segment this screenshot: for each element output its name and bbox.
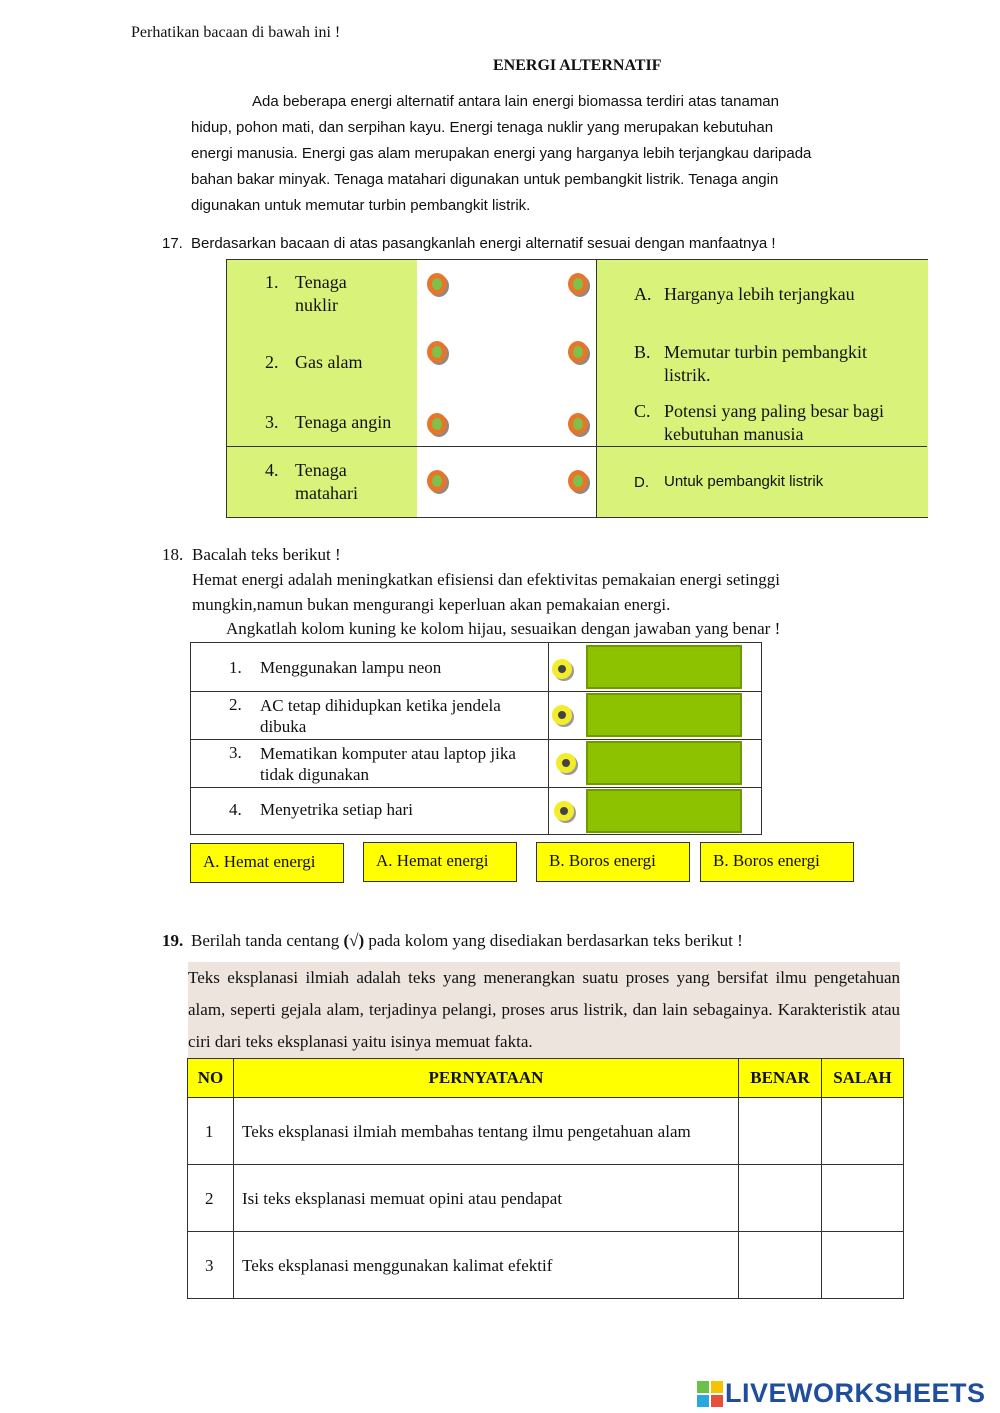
right-item-letter: C. — [634, 401, 651, 421]
row-text: Menyetrika setiap hari — [260, 800, 413, 819]
column-divider — [821, 1059, 822, 1298]
q17-question: Berdasarkan bacaan di atas pasangkanlah energi alternatif sesuai dengan manfaatnya ! — [191, 235, 776, 252]
drop-dot — [556, 753, 576, 773]
q18-instruction: Angkatlah kolom kuning ke kolom hijau, sesuaikan dengan jawaban yang benar ! — [226, 619, 781, 638]
left-item-nuklir: Tenaga nuklir — [295, 272, 347, 315]
right-item-c: Potensi yang paling besar bagi kebutuhan manusia — [664, 401, 884, 444]
row-no: 1 — [205, 1122, 214, 1141]
checkmark-symbol: (√) — [343, 931, 365, 950]
q17-number: 17. — [162, 235, 183, 252]
reading-line: Ada beberapa energi alternatif antara lain energi biomassa terdiri atas tanaman — [252, 93, 779, 110]
header-no: NO — [197, 1068, 224, 1087]
right-connector-dot[interactable] — [568, 273, 588, 295]
q18-number: 18. — [162, 545, 184, 564]
drag-option-hemat[interactable]: A. Hemat energi — [190, 843, 344, 883]
right-connector-dot[interactable] — [568, 413, 588, 435]
row-number: 4. — [229, 800, 242, 819]
q19-table — [187, 1058, 904, 1299]
row-no: 2 — [205, 1189, 214, 1208]
drop-target[interactable] — [586, 693, 742, 737]
drag-option-boros[interactable]: B. Boros energi — [536, 842, 690, 882]
reading-title: ENERGI ALTERNATIF — [493, 57, 662, 74]
row-no: 3 — [205, 1256, 214, 1275]
column-divider — [233, 1059, 234, 1298]
right-item-a: Harganya lebih terjangkau — [664, 284, 855, 304]
salah-cell[interactable] — [822, 1232, 903, 1298]
salah-cell[interactable] — [822, 1165, 903, 1231]
drag-option-hemat[interactable]: A. Hemat energi — [363, 842, 517, 882]
drop-target[interactable] — [586, 741, 742, 785]
left-item-number: 1. — [265, 272, 279, 292]
left-connector-dot[interactable] — [427, 273, 447, 295]
reading-paragraph — [191, 89, 911, 219]
divider — [227, 446, 927, 447]
right-item-b: Memutar turbin pembangkit listrik. — [664, 342, 867, 385]
q18-text-line: mungkin,namun bukan mengurangi keperluan akan pemakaian energi. — [192, 595, 671, 614]
drop-target[interactable] — [586, 645, 742, 689]
row-text: AC tetap dihidupkan ketika jendela dibuka — [260, 696, 501, 736]
left-item-angin: Tenaga angin — [295, 412, 392, 432]
row-text: Mematikan komputer atau laptop jika tidak digunakan — [260, 744, 516, 784]
drop-dot — [552, 659, 572, 679]
left-item-number: 2. — [265, 352, 279, 372]
right-item-d: Untuk pembangkit listrik — [664, 473, 824, 490]
logo-text: LIVEWORKSHEETS — [725, 1378, 986, 1408]
q18-text-line: Hemat energi adalah meningkatkan efisiensi dan efektivitas pemakaian energi setinggi — [192, 570, 781, 589]
drop-target[interactable] — [586, 789, 742, 833]
right-connector-dot[interactable] — [568, 341, 588, 363]
instruction-text: pada kolom yang disediakan berdasarkan teks berikut ! — [364, 931, 743, 950]
logo-icon — [697, 1381, 723, 1407]
left-connector-dot[interactable] — [427, 341, 447, 363]
right-item-letter: B. — [634, 342, 651, 362]
left-item-number: 4. — [265, 460, 279, 480]
q18-heading: Bacalah teks berikut ! — [192, 545, 341, 564]
row-number: 1. — [229, 658, 242, 677]
left-connector-dot[interactable] — [427, 470, 447, 492]
header-benar: BENAR — [750, 1068, 810, 1087]
row-text: Menggunakan lampu neon — [260, 658, 442, 677]
column-divider — [738, 1059, 739, 1298]
benar-cell[interactable] — [739, 1165, 821, 1231]
row-statement: Teks eksplanasi ilmiah membahas tentang ilmu pengetahuan alam — [242, 1122, 691, 1141]
header-statement: PERNYATAAN — [428, 1068, 544, 1087]
left-item-matahari: Tenaga matahari — [295, 460, 358, 503]
q19-passage: Teks eksplanasi ilmiah adalah teks yang menerangkan suatu proses yang bersifat ilmu pengetahuan alam, seperti gejala alam, terjadinya pelangi, proses arus listrik, dan lain sebagainya. Karakteristik atau ciri dari teks eksplanasi yaitu isinya memuat fakta. — [188, 962, 900, 1058]
liveworksheets-logo — [697, 1378, 986, 1409]
q19-number: 19. — [162, 931, 184, 950]
right-item-letter: A. — [634, 284, 652, 304]
right-connector-dot[interactable] — [568, 470, 588, 492]
salah-cell[interactable] — [822, 1098, 903, 1164]
drag-option-boros[interactable]: B. Boros energi — [700, 842, 854, 882]
intro-text: Perhatikan bacaan di bawah ini ! — [131, 24, 341, 41]
table-row — [188, 1165, 903, 1232]
left-item-number: 3. — [265, 412, 279, 432]
benar-cell[interactable] — [739, 1232, 821, 1298]
row-statement: Isi teks eksplanasi memuat opini atau pendapat — [242, 1189, 563, 1208]
table-row — [188, 1098, 903, 1165]
q18-table — [190, 642, 762, 835]
left-connector-dot[interactable] — [427, 413, 447, 435]
table-row — [188, 1232, 903, 1299]
left-item-gas-alam: Gas alam — [295, 352, 363, 372]
drop-dot — [552, 705, 572, 725]
q19-instruction — [191, 931, 743, 951]
drop-dot — [554, 801, 574, 821]
instruction-text: Berilah tanda centang — [191, 931, 344, 950]
right-item-letter: D. — [634, 474, 649, 491]
reading-line: energi manusia. Energi gas alam merupakan energi yang harganya lebih terjangkau daripada — [191, 145, 812, 162]
q17-matching-table — [226, 259, 928, 518]
column-divider — [548, 643, 549, 834]
reading-line: bahan bakar minyak. Tenaga matahari digunakan untuk pembangkit listrik. Tenaga angin — [191, 171, 779, 188]
row-statement: Teks eksplanasi menggunakan kalimat efektif — [242, 1256, 553, 1275]
reading-line: hidup, pohon mati, dan serpihan kayu. Energi tenaga nuklir yang merupakan kebutuhan — [191, 119, 774, 136]
header-salah: SALAH — [833, 1068, 892, 1087]
benar-cell[interactable] — [739, 1098, 821, 1164]
reading-line: digunakan untuk memutar turbin pembangkit listrik. — [191, 197, 531, 214]
row-number: 3. — [229, 743, 242, 762]
row-number: 2. — [229, 695, 242, 714]
